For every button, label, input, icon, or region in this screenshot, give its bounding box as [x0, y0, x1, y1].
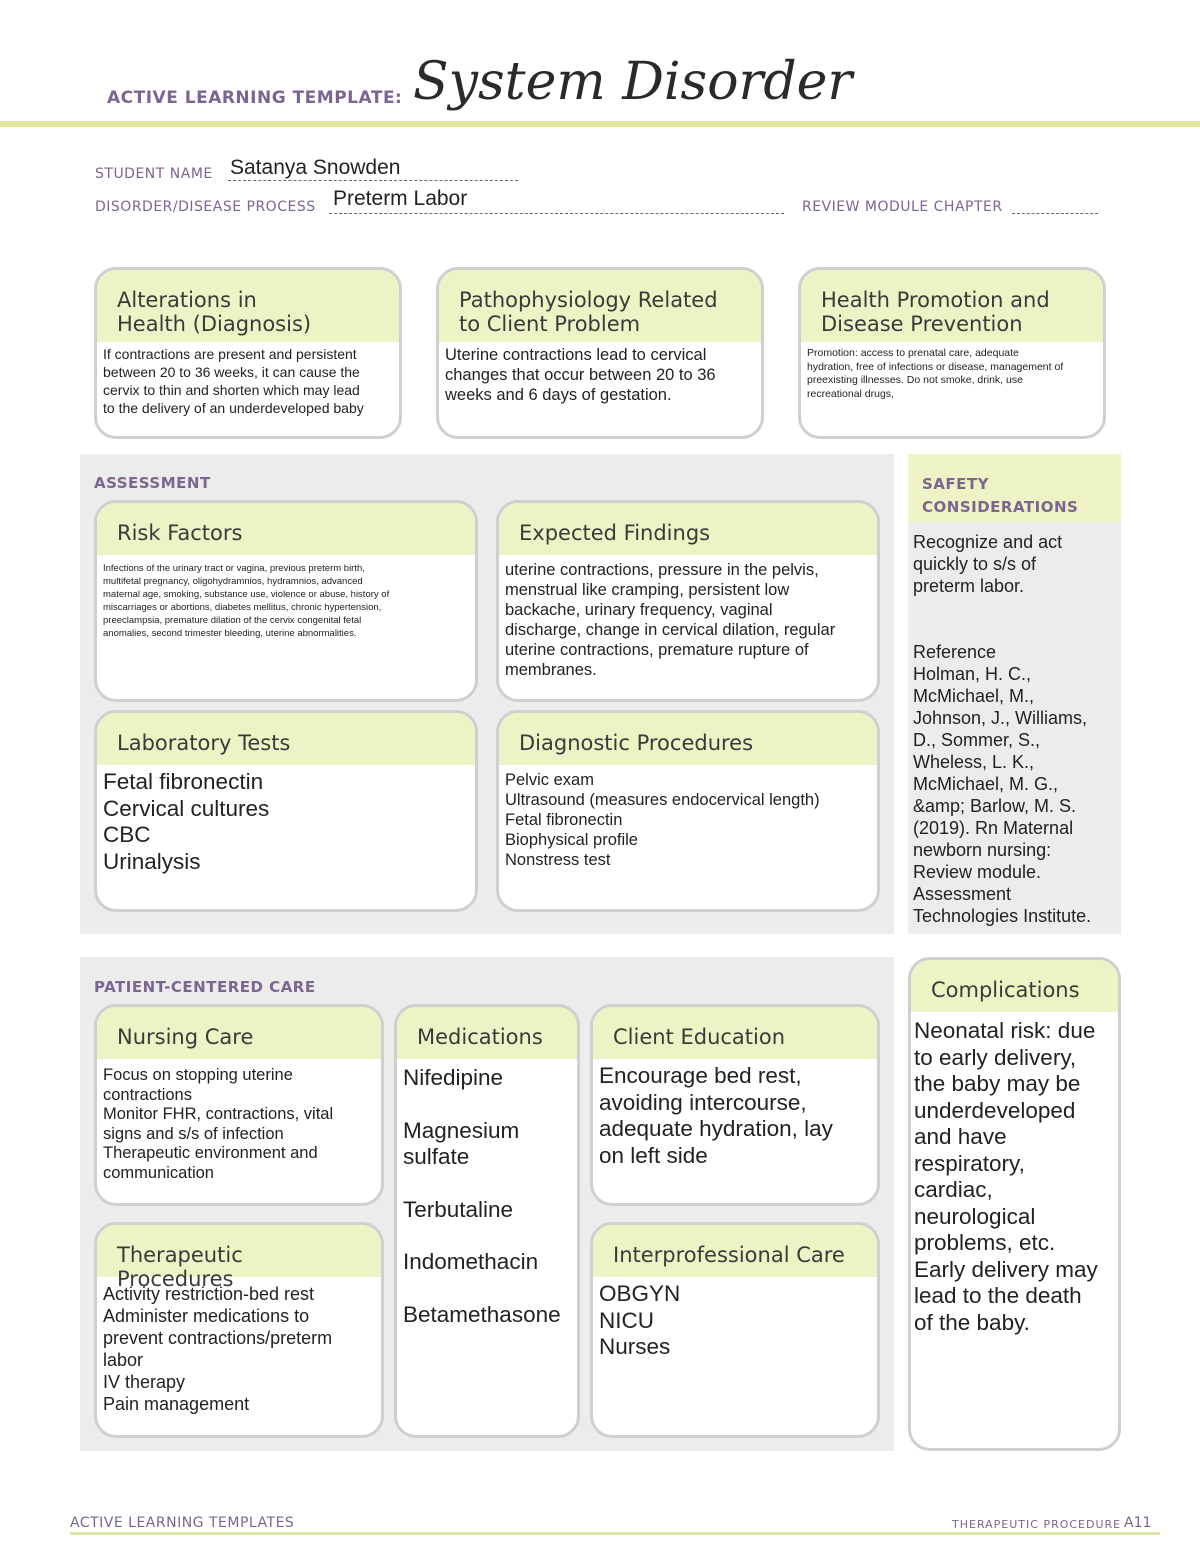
pathophysiology-title: Pathophysiology Related to Client Problem: [439, 270, 761, 342]
client-education-box: [590, 1004, 880, 1206]
risk-factors-box: [94, 500, 478, 702]
student-name-underline: [228, 180, 518, 181]
student-name-value[interactable]: Satanya Snowden: [230, 156, 401, 179]
medications-box: [394, 1004, 580, 1438]
medications-body[interactable]: Nifedipine Magnesium sulfate Terbutaline Indomethacin Betamethasone: [403, 1065, 561, 1327]
alterations-in-health-body[interactable]: If contractions are present and persistent between 20 to 36 weeks, it can cause the cervix to thin and shorten which may lead to the delivery of an underdeveloped baby: [103, 346, 364, 416]
template-title: System Disorder: [413, 52, 853, 112]
interprofessional-care-title: Interprofessional Care: [593, 1225, 877, 1277]
review-module-underline: [1012, 213, 1098, 214]
student-name-label: STUDENT NAME: [95, 166, 213, 182]
client-education-body[interactable]: Encourage bed rest, avoiding intercourse, adequate hydration, lay on left side: [599, 1063, 833, 1168]
complications-box: [908, 957, 1121, 1451]
expected-findings-body[interactable]: uterine contractions, pressure in the pelvis, menstrual like cramping, persistent low backache, urinary frequency, vaginal discharge, change in cervical dilation, regular uterine contractions, premature rupture of membranes.: [505, 561, 836, 679]
expected-findings-box: [496, 500, 880, 702]
health-promotion-box: [798, 267, 1106, 439]
therapeutic-procedures-box: [94, 1222, 384, 1438]
laboratory-tests-box: [94, 710, 478, 912]
interprofessional-care-box: [590, 1222, 880, 1438]
laboratory-tests-body[interactable]: Fetal fibronectin Cervical cultures CBC Urinalysis: [103, 769, 270, 874]
header-rule: [0, 121, 1200, 127]
disorder-underline: [329, 213, 784, 214]
template-label: ACTIVE LEARNING TEMPLATE:: [107, 88, 403, 108]
interprofessional-care-body[interactable]: OBGYN NICU Nurses: [599, 1281, 681, 1359]
nursing-care-title: Nursing Care: [97, 1007, 381, 1059]
risk-factors-title: Risk Factors: [97, 503, 475, 555]
footer-left: ACTIVE LEARNING TEMPLATES: [70, 1515, 295, 1531]
alterations-in-health-title: Alterations in Health (Diagnosis): [97, 270, 399, 342]
diagnostic-procedures-box: [496, 710, 880, 912]
medications-title: Medications: [397, 1007, 577, 1059]
therapeutic-procedures-body[interactable]: Activity restriction-bed rest Administer medications to prevent contractions/preterm labor IV therapy Pain management: [103, 1284, 333, 1414]
footer-rule: [70, 1532, 1160, 1535]
pathophysiology-box: [436, 267, 764, 439]
diagnostic-procedures-title: Diagnostic Procedures: [499, 713, 877, 765]
diagnostic-procedures-body[interactable]: Pelvic exam Ultrasound (measures endocervical length) Fetal fibronectin Biophysical profile Nonstress test: [505, 771, 820, 869]
safety-title: SAFETY CONSIDERATIONS: [922, 475, 1079, 516]
health-promotion-body[interactable]: Promotion: access to prenatal care, adequate hydration, free of infections or disease, management of preexisting illnesses. Do not smoke, drink, use recreational drugs,: [807, 347, 1064, 400]
nursing-care-body[interactable]: Focus on stopping uterine contractions Monitor FHR, contractions, vital signs and s/s of infection Therapeutic environment and communication: [103, 1066, 334, 1182]
client-education-title: Client Education: [593, 1007, 877, 1059]
risk-factors-body[interactable]: Infections of the urinary tract or vagina, previous preterm birth, multifetal pregnancy, oligohydramnios, hydramnios, advanced maternal age, smoking, substance use, violence or abuse, history of miscarriages or abortions, diabetes mellitus, chronic hypertension, preeclampsia, premature dilation of the cervix congenital fetal anomalies, second trimester bleeding, uterine abnormalities.: [103, 563, 390, 639]
therapeutic-procedures-title: Therapeutic Procedures: [97, 1225, 381, 1277]
health-promotion-title: Health Promotion and Disease Prevention: [801, 270, 1103, 342]
pathophysiology-body[interactable]: Uterine contractions lead to cervical changes that occur between 20 to 36 weeks and 6 days of gestation.: [445, 346, 716, 404]
assessment-title: ASSESSMENT: [94, 474, 211, 492]
safety-body[interactable]: Recognize and act quickly to s/s of preterm labor.: [913, 532, 1063, 596]
disorder-label: DISORDER/DISEASE PROCESS: [95, 199, 316, 215]
footer-section-label: THERAPEUTIC PROCEDURE: [952, 1518, 1122, 1531]
nursing-care-box: [94, 1004, 384, 1206]
laboratory-tests-title: Laboratory Tests: [97, 713, 475, 765]
footer-page-number: A11: [1124, 1515, 1152, 1531]
review-module-label: REVIEW MODULE CHAPTER: [802, 199, 1003, 215]
safety-reference[interactable]: Reference Holman, H. C., McMichael, M., Johnson, J., Williams, D., Sommer, S., Wheless, L. K., McMichael, M. G., &amp; Barlow, M. S. (2019). Rn Maternal newborn nursing: Review module. Assessment Technologies Institute.: [913, 642, 1092, 926]
patient-centered-care-title: PATIENT-CENTERED CARE: [94, 978, 316, 996]
expected-findings-title: Expected Findings: [499, 503, 877, 555]
disorder-value[interactable]: Preterm Labor: [333, 187, 468, 210]
alterations-in-health-box: [94, 267, 402, 439]
complications-title: Complications: [911, 960, 1118, 1012]
complications-body[interactable]: Neonatal risk: due to early delivery, the baby may be underdeveloped and have respiratory, cardiac, neurological problems, etc. Early delivery may lead to the death of the baby.: [914, 1018, 1098, 1335]
